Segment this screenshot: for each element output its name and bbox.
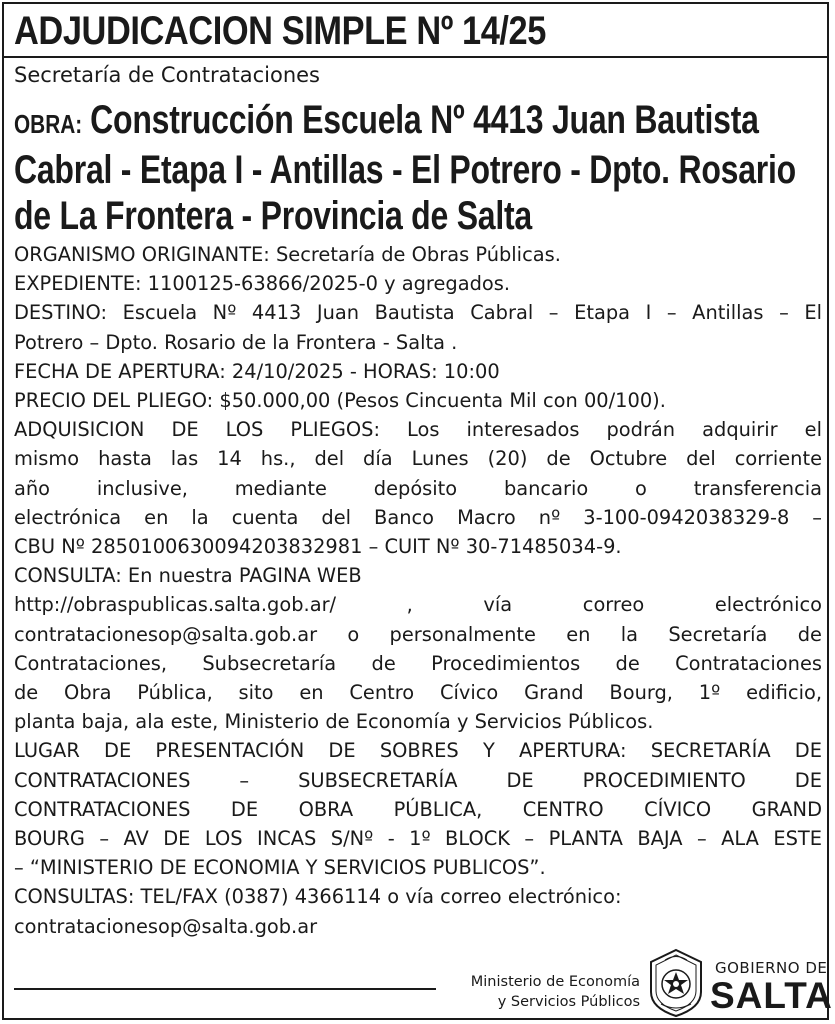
body-line-contrataciones: Contrataciones, Subsecretaría de Procedimientos de Contrataciones: [14, 651, 822, 675]
government-label: GOBIERNO DE: [715, 959, 828, 977]
obra-line-1: [14, 97, 814, 147]
body-line-lugar-1: LUGAR DE PRESENTACIÓN DE SOBRES Y APERTURA: SECRETARÍA DE: [14, 739, 822, 763]
obra-text-1: Construcción Escuela Nº 4413 Juan Bautista: [90, 98, 759, 142]
body-line-fecha-apertura: FECHA DE APERTURA: 24/10/2025 - HORAS: 10:00: [14, 359, 500, 383]
body-line-adquisicion-4: electrónica en la cuenta del Banco Macro nº 3-100-0942038329-8 –: [14, 505, 822, 529]
body-line-planta-baja: planta baja, ala este, Ministerio de Economía y Servicios Públicos.: [14, 710, 654, 734]
body-line-adquisicion-3: año inclusive, mediante depósito bancario o transferencia: [14, 476, 822, 500]
notice-frame: [2, 2, 833, 1020]
body-line-lugar-3: CONTRATACIONES DE OBRA PÚBLICA, CENTRO CÍVICO GRAND: [14, 797, 822, 821]
ministry-name: [444, 972, 640, 1012]
body-line-expediente: EXPEDIENTE: 1100125-63866/2025-0 y agregados.: [14, 272, 511, 296]
body-line-precio-pliego: PRECIO DEL PLIEGO: $50.000,00 (Pesos Cincuenta Mil con 00/100).: [14, 389, 666, 413]
notice-title: ADJUDICACION SIMPLE Nº 14/25: [14, 9, 546, 53]
body-line-web-url: http://obraspublicas.salta.gob.ar/ , vía correo electrónico: [14, 593, 822, 617]
obra-line-3: de La Frontera - Provincia de Salta: [14, 194, 532, 238]
footer-divider: [14, 988, 436, 990]
body-line-obra-publica: de Obra Pública, sito en Centro Cívico Grand Bourg, 1º edificio,: [14, 681, 822, 705]
body-line-cbu-cuit: CBU Nº 2850100630094203832981 – CUIT Nº 30-71485034-9.: [14, 535, 622, 559]
obra-label: OBRA:: [14, 109, 83, 139]
ministry-line-2: y Servicios Públicos: [497, 994, 640, 1010]
notice-subtitle: Secretaría de Contrataciones: [14, 63, 320, 87]
body-line-lugar-2: CONTRATACIONES – SUBSECRETARÍA DE PROCEDIMIENTO DE: [14, 768, 822, 792]
salta-seal-icon: [645, 948, 707, 1018]
body-line-adquisicion-1: ADQUISICION DE LOS PLIEGOS: Los interesados podrán adquirir el: [14, 418, 822, 442]
body-line-lugar-5: – “MINISTERIO DE ECONOMIA Y SERVICIOS PUBLICOS”.: [14, 856, 546, 880]
title-bar: [4, 4, 827, 58]
salta-label: SALTA: [710, 975, 833, 1016]
body-line-lugar-4: BOURG – AV DE LOS INCAS S/Nº - 1º BLOCK – PLANTA BAJA – ALA ESTE: [14, 827, 822, 851]
body-line-organismo: ORGANISMO ORIGINANTE: Secretaría de Obras Públicas.: [14, 243, 561, 266]
body-line-consultas-tel: CONSULTAS: TEL/FAX (0387) 4366114 o vía correo electrónico:: [14, 885, 622, 909]
ministry-line-1: Ministerio de Economía: [470, 974, 640, 990]
obra-line-2: Cabral - Etapa I - Antillas - El Potrero - Dpto. Rosario: [14, 148, 796, 192]
body-line-consulta: CONSULTA: En nuestra PAGINA WEB: [14, 564, 362, 588]
body-line-email-2: contratacionesop@salta.gob.ar: [14, 914, 318, 938]
body-line-destino-2: Potrero – Dpto. Rosario de la Frontera - Salta .: [14, 330, 458, 354]
obra-heading: [14, 97, 814, 239]
body-line-adquisicion-2: mismo hasta las 14 hs., del día Lunes (20) de Octubre del corriente: [14, 447, 822, 471]
body-line-destino-1: DESTINO: Escuela Nº 4413 Juan Bautista Cabral – Etapa I – Antillas – El: [14, 301, 822, 325]
body-line-email-1: contratacionesop@salta.gob.ar o personalmente en la Secretaría de: [14, 622, 822, 646]
notice-body: [14, 240, 822, 941]
